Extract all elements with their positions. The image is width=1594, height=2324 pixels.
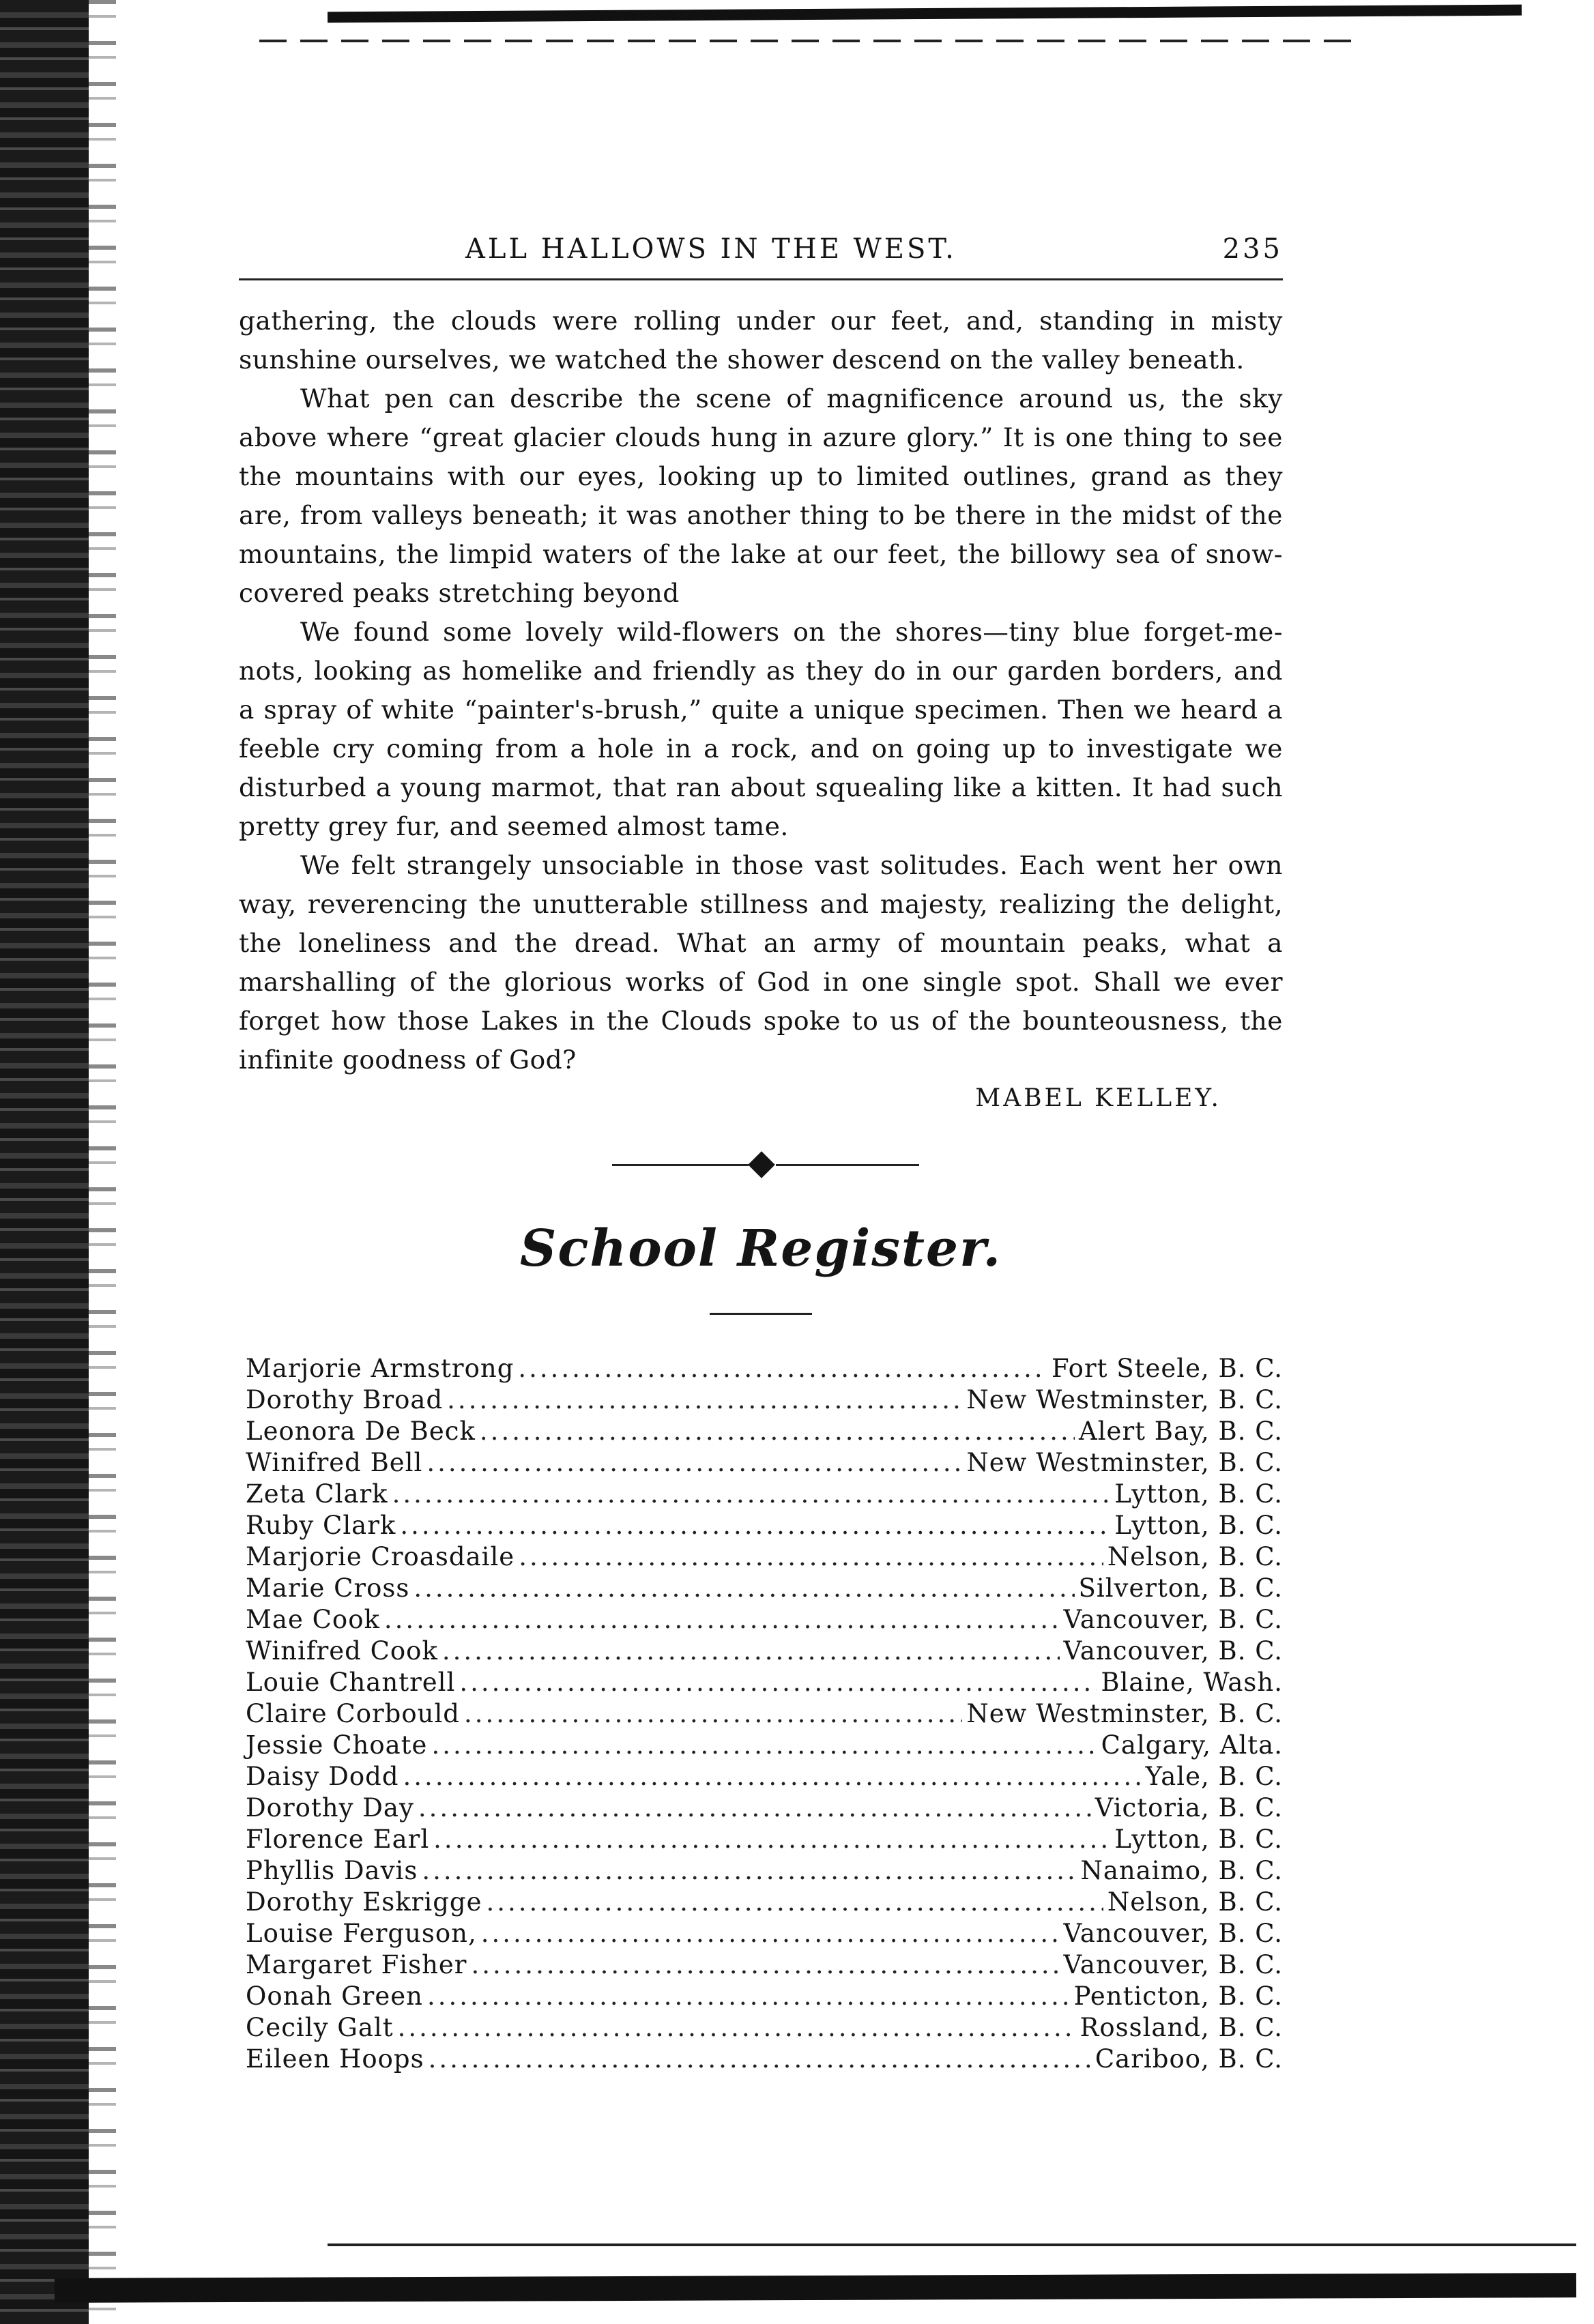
register-entry bbox=[246, 1824, 1283, 1855]
register-entry bbox=[246, 1510, 1283, 1541]
dot-leader bbox=[431, 1730, 1097, 1761]
student-name: Phyllis Davis bbox=[246, 1856, 418, 1885]
dot-leader bbox=[384, 1604, 1060, 1636]
register-entry bbox=[246, 1667, 1283, 1698]
article-paragraph: gathering, the clouds were rolling under our feet, and, standing in misty sunshine ourselves, we watched the shower descend on the valley beneath. bbox=[239, 306, 1283, 375]
student-name: Ruby Clark bbox=[246, 1511, 396, 1540]
student-hometown: New Westminster, B. C. bbox=[966, 1699, 1283, 1728]
register-entry bbox=[246, 1792, 1283, 1824]
student-name: Eileen Hoops bbox=[246, 2044, 424, 2074]
register-entry bbox=[246, 1416, 1283, 1447]
student-name: Oonah Green bbox=[246, 1981, 423, 2011]
dot-leader bbox=[442, 1636, 1060, 1667]
register-entry bbox=[246, 1698, 1283, 1730]
ornament-line-right bbox=[776, 1164, 919, 1166]
register-entry bbox=[246, 1761, 1283, 1792]
student-name: Cecily Galt bbox=[246, 2013, 394, 2042]
scan-bottom-thin-rule bbox=[328, 2243, 1576, 2246]
dot-leader bbox=[486, 1887, 1103, 1918]
dot-leader bbox=[422, 1855, 1076, 1887]
student-hometown: Yale, B. C. bbox=[1145, 1762, 1283, 1791]
student-hometown: Nelson, B. C. bbox=[1107, 1887, 1283, 1917]
student-name: Margaret Fisher bbox=[246, 1950, 467, 1979]
student-hometown: Silverton, B. C. bbox=[1078, 1573, 1283, 1603]
dot-leader bbox=[398, 2012, 1076, 2044]
ornament-line-left bbox=[612, 1164, 749, 1166]
book-page bbox=[239, 225, 1283, 2075]
ornament-diamond-icon bbox=[748, 1151, 775, 1178]
register-entry bbox=[246, 1887, 1283, 1918]
register-entry bbox=[246, 2012, 1283, 2044]
register-entry bbox=[246, 1541, 1283, 1573]
student-name: Claire Corbould bbox=[246, 1699, 460, 1728]
register-entry bbox=[246, 1949, 1283, 1981]
dot-leader bbox=[426, 1447, 962, 1479]
article-paragraph: We felt strangely unsociable in those vast solitudes. Each went her own way, reverencing the unutterable stillness and majesty, realizing the delight, the loneliness and the dread. What an army of mountain peaks, what a marshalling of the glorious works of God in one single spot. Shall we ever forget how those Lakes in the Clouds spoke to us of the bounteousness, the infinite goodness of God? bbox=[239, 850, 1283, 1075]
page-number: 235 bbox=[1222, 233, 1283, 265]
register-entry bbox=[246, 1981, 1283, 2012]
dot-leader bbox=[464, 1698, 962, 1730]
register-title-rule bbox=[710, 1313, 812, 1315]
student-hometown: Vancouver, B. C. bbox=[1063, 1605, 1283, 1634]
student-name: Marie Cross bbox=[246, 1573, 410, 1603]
student-hometown: Rossland, B. C. bbox=[1079, 2013, 1283, 2042]
student-hometown: Lytton, B. C. bbox=[1114, 1479, 1283, 1509]
student-name: Winifred Cook bbox=[246, 1636, 438, 1666]
student-name: Marjorie Armstrong bbox=[246, 1354, 515, 1383]
dot-leader bbox=[414, 1573, 1074, 1604]
student-hometown: Calgary, Alta. bbox=[1101, 1730, 1283, 1760]
student-name: Dorothy Day bbox=[246, 1793, 414, 1822]
scan-bottom-border bbox=[55, 2273, 1576, 2303]
section-ornament bbox=[239, 1145, 1283, 1186]
student-hometown: Penticton, B. C. bbox=[1073, 1981, 1283, 2011]
student-name: Jessie Choate bbox=[246, 1730, 428, 1760]
article-paragraph: What pen can describe the scene of magnificence around us, the sky above where “great glacier clouds hung in azure glory.” It is one thing to see the mountains with our eyes, looking up to limited outlines, grand as they are, from valleys beneath; it was another thing to be there in the midst of the mountains, the limpid waters of the lake at our feet, the billowy sea of snow-covered peaks stretching beyond bbox=[239, 383, 1283, 608]
dot-leader bbox=[403, 1761, 1142, 1792]
register-entry bbox=[246, 1604, 1283, 1636]
student-hometown: Cariboo, B. C. bbox=[1095, 2044, 1283, 2074]
running-header bbox=[239, 225, 1283, 277]
student-hometown: New Westminster, B. C. bbox=[966, 1448, 1283, 1477]
student-hometown: Nanaimo, B. C. bbox=[1080, 1856, 1283, 1885]
dot-leader bbox=[518, 1353, 1047, 1384]
student-name: Mae Cook bbox=[246, 1605, 380, 1634]
student-name: Leonora De Beck bbox=[246, 1417, 476, 1446]
dot-leader bbox=[429, 2044, 1091, 2075]
register-entry bbox=[246, 1479, 1283, 1510]
register-title: School Register. bbox=[519, 1219, 1002, 1278]
student-hometown: Lytton, B. C. bbox=[1114, 1825, 1283, 1854]
register-list bbox=[239, 1353, 1283, 2075]
student-name: Dorothy Eskrigge bbox=[246, 1887, 482, 1917]
dot-leader bbox=[472, 1949, 1060, 1981]
register-entry bbox=[246, 1573, 1283, 1604]
student-name: Winifred Bell bbox=[246, 1448, 423, 1477]
student-name: Marjorie Croasdaile bbox=[246, 1542, 515, 1571]
register-entry bbox=[246, 1730, 1283, 1761]
student-hometown: Vancouver, B. C. bbox=[1063, 1919, 1283, 1948]
student-name: Louise Ferguson, bbox=[246, 1919, 477, 1948]
dot-leader bbox=[480, 1416, 1075, 1447]
student-hometown: Alert Bay, B. C. bbox=[1079, 1417, 1283, 1446]
student-name: Florence Earl bbox=[246, 1825, 430, 1854]
register-entry bbox=[246, 1918, 1283, 1949]
register-entry bbox=[246, 1447, 1283, 1479]
register-entry bbox=[246, 1384, 1283, 1416]
student-hometown: Fort Steele, B. C. bbox=[1052, 1354, 1283, 1383]
dot-leader bbox=[481, 1918, 1060, 1949]
scan-binding-edge bbox=[0, 0, 89, 2324]
scan-top-border bbox=[328, 5, 1522, 23]
student-name: Louie Chantrell bbox=[246, 1668, 456, 1697]
student-hometown: Nelson, B. C. bbox=[1107, 1542, 1283, 1571]
student-name: Dorothy Broad bbox=[246, 1385, 444, 1414]
dot-leader bbox=[433, 1824, 1110, 1855]
student-name: Zeta Clark bbox=[246, 1479, 388, 1509]
register-entry bbox=[246, 1636, 1283, 1667]
author-signature: MABEL KELLEY. bbox=[975, 1084, 1221, 1112]
student-hometown: Lytton, B. C. bbox=[1114, 1511, 1283, 1540]
student-hometown: Blaine, Wash. bbox=[1101, 1668, 1283, 1697]
dot-leader bbox=[459, 1667, 1097, 1698]
student-hometown: Victoria, B. C. bbox=[1095, 1793, 1283, 1822]
running-title: ALL HALLOWS IN THE WEST. bbox=[465, 233, 957, 265]
dot-leader bbox=[392, 1479, 1111, 1510]
dot-leader bbox=[447, 1384, 962, 1416]
header-rule bbox=[239, 278, 1283, 280]
dot-leader bbox=[519, 1541, 1103, 1573]
student-name: Daisy Dodd bbox=[246, 1762, 399, 1791]
scan-top-dashes bbox=[259, 40, 1351, 42]
article-paragraph: We found some lovely wild-flowers on the shores—tiny blue forget-me-nots, looking as homelike and friendly as they do in our garden borders, and a spray of white “painter's-brush,” quite a unique specimen. Then we heard a feeble cry coming from a hole in a rock, and on going up to investigate we disturbed a young marmot, that ran about squealing like a kitten. It had such pretty grey fur, and seemed almost tame. bbox=[239, 617, 1283, 841]
article-body bbox=[239, 302, 1283, 1079]
register-entry bbox=[246, 1855, 1283, 1887]
register-entry bbox=[246, 1353, 1283, 1384]
student-hometown: Vancouver, B. C. bbox=[1063, 1636, 1283, 1666]
register-entry bbox=[246, 2044, 1283, 2075]
student-hometown: Vancouver, B. C. bbox=[1063, 1950, 1283, 1979]
student-hometown: New Westminster, B. C. bbox=[966, 1385, 1283, 1414]
dot-leader bbox=[400, 1510, 1110, 1541]
dot-leader bbox=[418, 1792, 1091, 1824]
dot-leader bbox=[427, 1981, 1070, 2012]
